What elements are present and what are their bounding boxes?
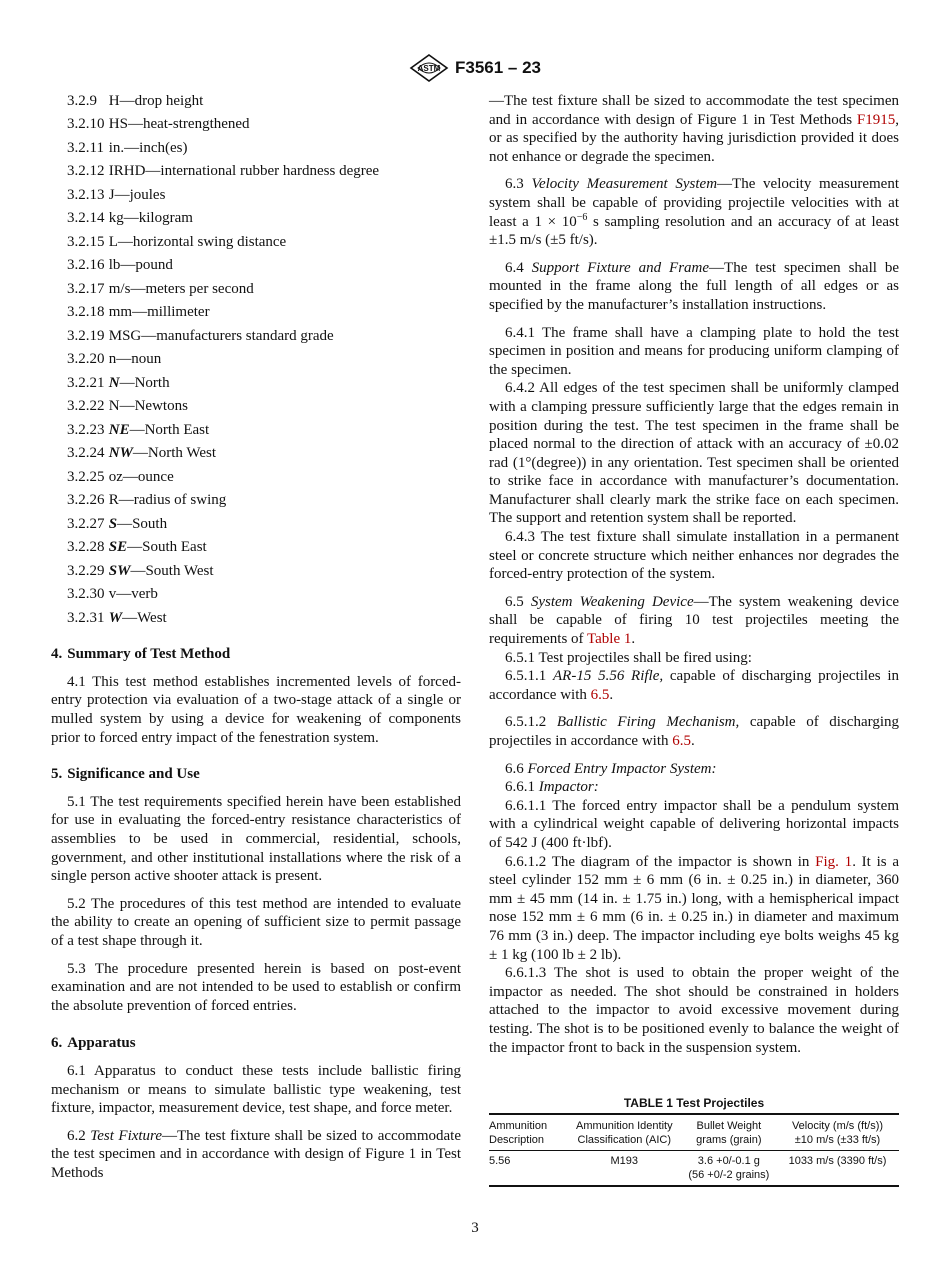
svg-text:ASTM: ASTM [417, 64, 441, 73]
paragraph: 6.5 System Weakening Device—The system weakening device shall be capable of firing 10 test projectiles meeting the requirements of Table 1. [489, 593, 900, 648]
definition-item: 3.2.18 mm—millimeter [67, 304, 210, 321]
table-header-cell: Velocity (m/s (ft/s)) ±10 m/s (±33 ft/s) [791, 1120, 884, 1146]
paragraph: 5.3 The procedure presented herein is based on post-event examination and are not intended to be used to establish or confirm the absolute prevention of forced entries. [51, 960, 461, 1014]
paragraph: 6.5.1.2 Ballistic Firing Mechanism, capable of discharging projectiles in accordance with 6.5. [489, 714, 900, 749]
section-heading: 5. Significance and Use [51, 766, 200, 783]
paragraph: 6.6.1.2 The diagram of the impactor is shown in Fig. 1. It is a steel cylinder 152 mm ± 6 mm (6 in. ± 0.25 in.) in diameter, 360 mm ± 45 mm (14 in. ± 1.75 in.) long, with a hemispherical impact nose 152 mm ± 6 mm (6 in. ± 0.25 in.) in diameter and maximum 76 mm (3 in.) deep. The impactor including eye bolts weighs 45 kg ± 1 kg (100 lb ± 2 lb). [489, 853, 900, 963]
table-title: TABLE 1 Test Projectiles [623, 1096, 765, 1110]
reference-link[interactable]: F1915 [856, 111, 896, 128]
paragraph: —The test fixture shall be sized to accommodate the test specimen and in accordance with design of Figure 1 in Test Methods F1915, or as specified by the authority having jurisdiction provided it does not enhance or degrade the specimen. [489, 93, 899, 165]
test-projectiles-table [489, 1113, 899, 1187]
paragraph: 6.3 Velocity Measurement System—The velocity measurement system shall be capable of providing projectile velocities with at least a $1 \times 10^{-6}$ s sampling resolution and an accuracy of at least ±1.5 m/s (±5 ft/s). [489, 176, 900, 249]
definition-item: 3.2.20 n—noun [67, 351, 162, 368]
definition-item: 3.2.14 kg—kilogram [67, 210, 193, 227]
paragraph: 6.5.1 Test projectiles shall be fired using: [505, 649, 752, 666]
definition-item: 3.2.13 J—joules [67, 186, 166, 203]
table-header-cell: Ammunition Identity Classification (AIC) [575, 1120, 673, 1146]
paragraph: 6.4.1 The frame shall have a clamping plate to hold the test specimen in position and means for producing uniform clamping of the specimen. [489, 324, 899, 378]
definition-item: 3.2.30 v—verb [67, 586, 158, 603]
definition-item: 3.2.17 m/s—meters per second [67, 280, 254, 297]
reference-link[interactable]: 6.5 [590, 686, 610, 703]
definition-item: 3.2.19 MSG—manufacturers standard grade [67, 327, 334, 344]
reference-link[interactable]: Table 1 [587, 631, 632, 648]
table-cell: 5.56 [489, 1155, 511, 1167]
page-number: 3 [471, 1220, 479, 1236]
paragraph: 6.6.1.1 The forced entry impactor shall be a pendulum system with a cylindrical weight capable of delivering horizontal impacts of 542 J (400 ft·lbf). [489, 797, 899, 851]
table-header-cell: Bullet Weight grams (grain) [696, 1120, 762, 1146]
definition-item: 3.2.12 IRHD—international rubber hardness degree [67, 163, 380, 180]
section-heading: 6. Apparatus [51, 1035, 136, 1052]
definition-item: 3.2.16 lb—pound [67, 257, 173, 274]
definition-item: 3.2.29 SW—South West [67, 562, 214, 579]
definition-item: 3.2.21 N—North [67, 374, 170, 391]
paragraph: 6.1 Apparatus to conduct these tests include ballistic firing mechanism or means to simulate ballistic type weakening, test fixture, impactor, measurement device, test shape, and force meter. [51, 1062, 461, 1117]
right-column [489, 92, 899, 1057]
paragraph: 4.1 This test method establishes incremented levels of forced-entry protection via evaluation of a two-stage attack of a single or mulled system by using a device for weakening of components prior to forced entry impact of the fenestration system. [51, 673, 461, 746]
page-header [0, 54, 950, 84]
definition-item: 3.2.15 L—horizontal swing distance [67, 233, 287, 250]
paragraph: 5.2 The procedures of this test method are intended to evaluate the ability to create an opening of sufficient size to permit passage of a test shape through it. [51, 895, 461, 949]
paragraph: 6.6 Forced Entry Impactor System: [505, 760, 717, 777]
paragraph: 6.4 Support Fixture and Frame—The test specimen shall be mounted in the frame along the full length of all edges or as specified by the manufacturer’s installation instructions. [489, 259, 899, 313]
reference-link[interactable]: Fig. 1 [815, 853, 853, 870]
astm-logo-icon [409, 54, 449, 82]
definition-item: 3.2.11 in.—inch(es) [67, 139, 188, 156]
table-row [489, 1151, 899, 1187]
paragraph: 6.6.1 Impactor: [505, 779, 599, 796]
definition-item: 3.2.10 HS—heat-strengthened [67, 116, 250, 133]
table-cell: 1033 m/s (3390 ft/s) [788, 1155, 887, 1167]
paragraph: 6.4.2 All edges of the test specimen shall be uniformly clamped with a clamping pressure sufficiently large that the edges remain in position during the test. The test specimen in the frame shall be placed normal to the direction of attack with an accuracy of ±0.02 rad (1°(degree)) in any orientation. Test specimen shall be oriented to strike face in accordance with manufacturer’s documentation. Manufacturer shall clearly mark the strike face on each specimen. The support and retention system shall be reported. [489, 380, 899, 527]
definition-item: 3.2.31 W—West [67, 609, 167, 626]
document-id: F3561 – 23 [455, 58, 542, 77]
table-header-row [489, 1114, 899, 1151]
reference-link[interactable]: 6.5 [672, 733, 692, 749]
definition-item: 3.2.27 S—South [67, 515, 168, 532]
definition-item: 3.2.26 R—radius of swing [67, 492, 227, 509]
definition-item: 3.2.25 oz—ounce [67, 468, 174, 485]
table-cell: M193 [610, 1155, 639, 1167]
left-column [51, 92, 461, 1183]
definitions-list [51, 92, 461, 627]
paragraph: 6.4.3 The test fixture shall simulate installation in a permanent steel or concrete structure which neither enhances nor degrades the forced-entry protection of the system. [489, 529, 899, 583]
definition-item: 3.2.23 NE—North East [67, 421, 210, 438]
definition-item: 3.2.9 H—drop height [67, 93, 204, 109]
definition-item: 3.2.24 NW—North West [67, 445, 217, 462]
definition-item: 3.2.22 N—Newtons [67, 398, 188, 415]
paragraph: 6.2 Test Fixture—The test fixture shall be sized to accommodate the test specimen and in accordance with design of Figure 1 in Test Methods [51, 1127, 461, 1181]
definition-item: 3.2.28 SE—South East [67, 539, 207, 556]
paragraph: 6.6.1.3 The shot is used to obtain the proper weight of the impactor as needed. The shot should be constrained in holders attached to the impactor to avoid excessive movement during testing. The shot is to be positioned evenly to balance the weight of the impactor front to back in the suspension system. [489, 965, 899, 1056]
section-heading: 4. Summary of Test Method [51, 646, 231, 663]
paragraph: 5.1 The test requirements specified herein have been established for use in evaluating the forced-entry resistance characteristics of assemblies to be used in commercial, residential, schools, government, and other institutional installations where the risk of a single person active shooter attack is present. [51, 793, 461, 885]
table-cell: 3.6 +0/-0.1 g (56 +0/-2 grains) [688, 1155, 770, 1181]
table-header-cell: Ammunition Description [489, 1120, 548, 1146]
paragraph: 6.5.1.1 AR-15 5.56 Rifle, capable of discharging projectiles in accordance with 6.5. [489, 668, 899, 703]
